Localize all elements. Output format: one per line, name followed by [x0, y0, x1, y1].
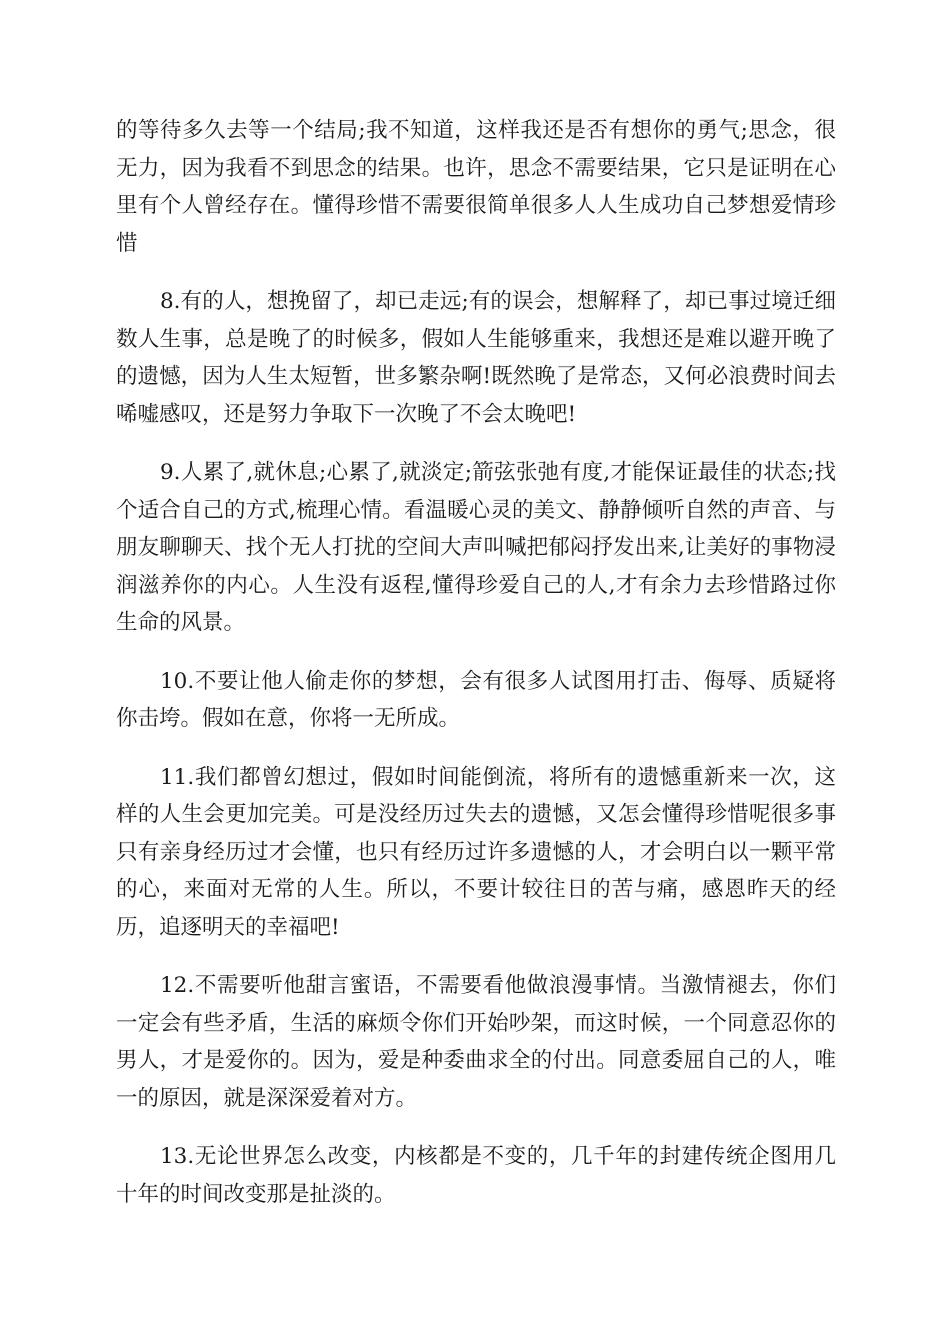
paragraph-11: 11.我们都曾幻想过，假如时间能倒流，将所有的遗憾重新来一次，这样的人生会更加完美。可是没经历过失去的遗憾，又怎会懂得珍惜呢很多事只有亲身经历过才会懂，也只有经历过许多遗憾的人，才会明白以一颗平常的心，来面对无常的人生。所以，不要计较往日的苦与痛，感恩昨天的经历，追逐明天的幸福吧!: [116, 764, 836, 940]
paragraph-9: 9.人累了,就休息;心累了,就淡定;箭弦张弛有度,才能保证最佳的状态;找个适合自己的方式,梳理心情。看温暖心灵的美文、静静倾听自然的声音、与朋友聊聊天、找个无人打扰的空间大声叫喊把郁闷抒发出来,让美好的事物浸润滋养你的内心。人生没有返程,懂得珍爱自己的人,才有余力去珍惜路过你生命的风景。: [116, 460, 836, 635]
paragraph-continuation: 的等待多久去等一个结局;我不知道，这样我还是否有想你的勇气;思念，很无力，因为我看不到思念的结果。也许，思念不需要结果，它只是证明在心里有个人曾经存在。懂得珍惜不需要很简单很多人人生成功自己梦想爱情珍惜: [116, 118, 836, 256]
paragraph-10: 10.不要让他人偷走你的梦想，会有很多人试图用打击、侮辱、质疑将你击垮。假如在意，你将一无所成。: [116, 668, 836, 731]
paragraph-13: 13.无论世界怎么改变，内核都是不变的，几千年的封建传统企图用几十年的时间改变那是扯淡的。: [116, 1144, 836, 1207]
paragraph-12: 12.不需要听他甜言蜜语，不需要看他做浪漫事情。当激情褪去，你们一定会有些矛盾，生活的麻烦令你们开始吵架，而这时候，一个同意忍你的男人，才是爱你的。因为，爱是种委曲求全的付出。同意委屈自己的人，唯一的原因，就是深深爱着对方。: [116, 973, 836, 1111]
paragraph-8: 8.有的人，想挽留了，却已走远;有的误会，想解释了，却已事过境迁细数人生事，总是晚了的时候多，假如人生能够重来，我想还是难以避开晚了的遗憾，因为人生太短暂，世多繁杂啊!既然晚了是常态，又何必浪费时间去唏嘘感叹，还是努力争取下一次晚了不会太晚吧!: [116, 289, 836, 427]
document-body: [116, 112, 836, 1213]
